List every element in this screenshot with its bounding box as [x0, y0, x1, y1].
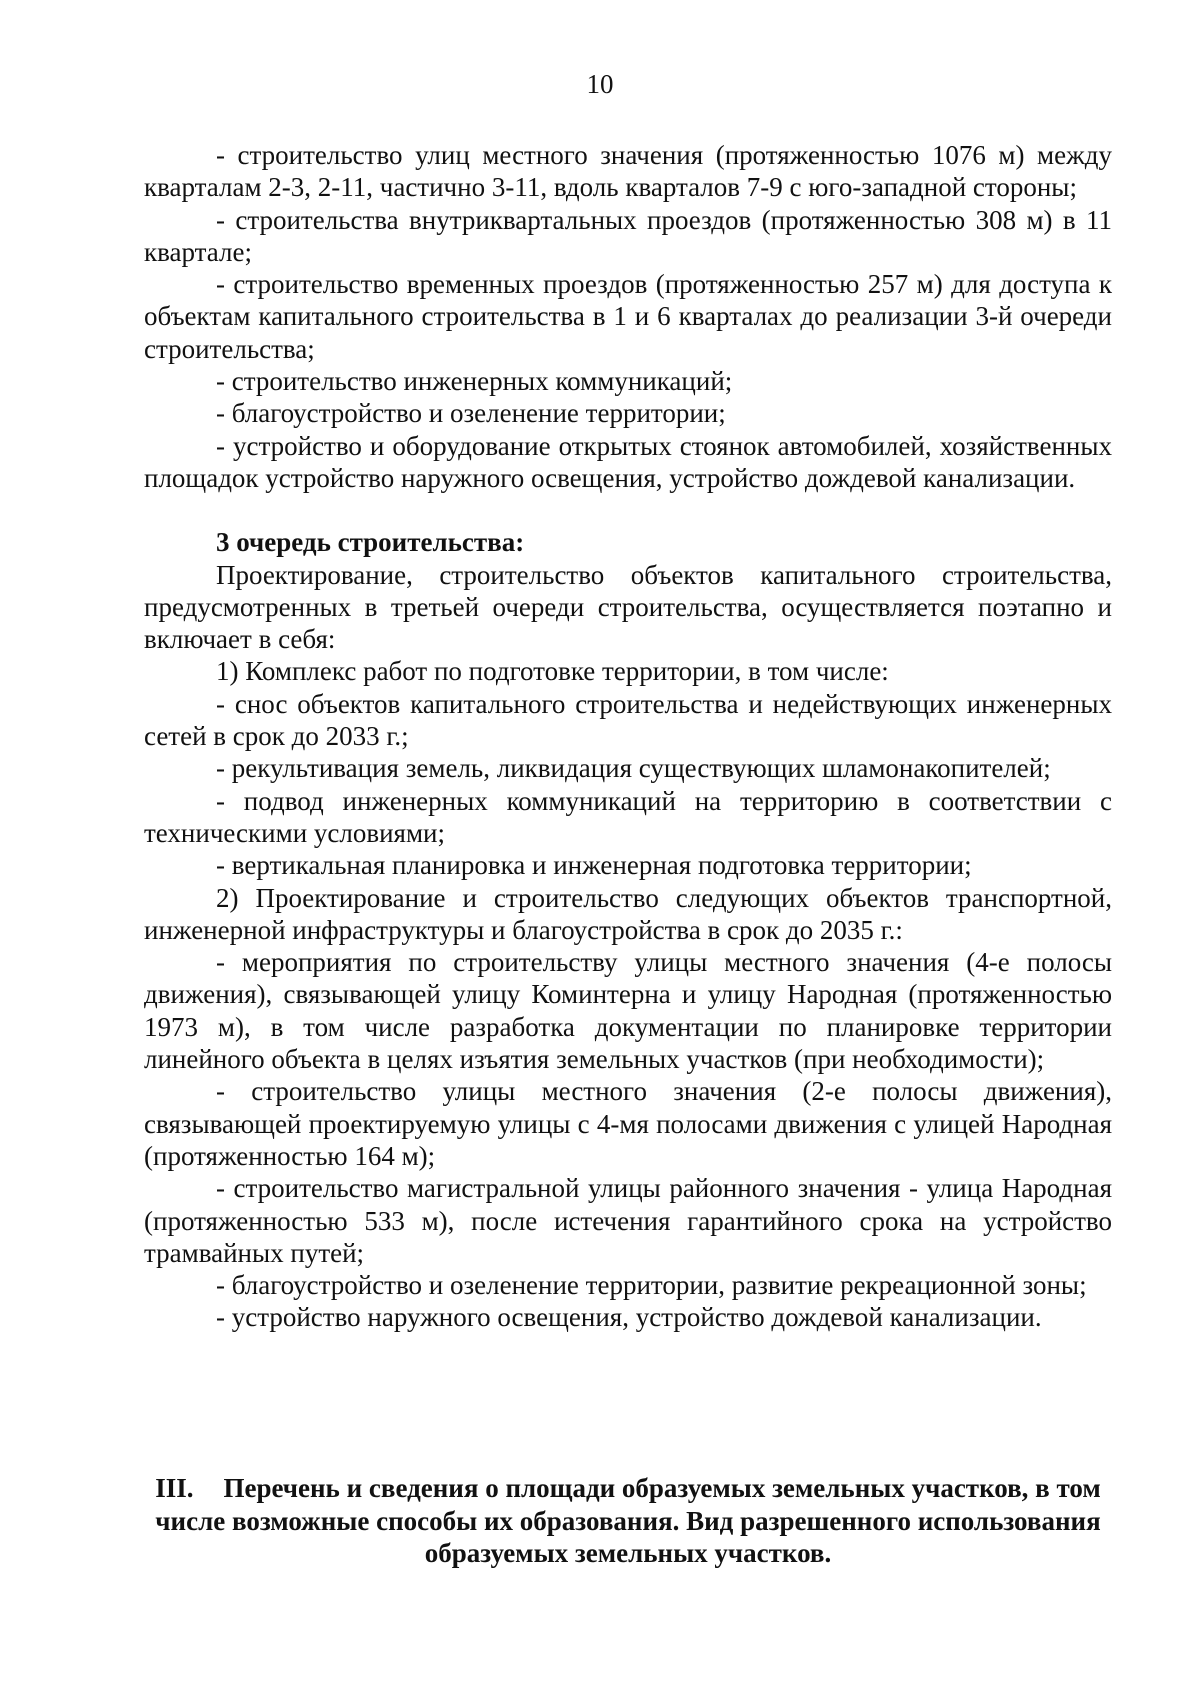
spacer — [144, 494, 1112, 526]
chapter-number: III. — [155, 1473, 194, 1503]
paragraph-stage3-intro: Проектирование, строительство объектов капитального строительства, предусмотренных в третьей очереди строительства, осуществляется поэтапно и включает в себя: — [144, 559, 1112, 655]
paragraph-stage3-demolition: - снос объектов капитального строительства и недействующих инженерных сетей в срок до 2033 г.; — [144, 688, 1112, 752]
paragraph-stage3-lighting: - устройство наружного освещения, устройство дождевой канализации. — [216, 1302, 1042, 1333]
section-heading-stage3: 3 очередь строительства: — [216, 527, 525, 558]
paragraph-stage2-engineering: - строительство инженерных коммуникаций; — [216, 366, 733, 397]
paragraph-stage2-parking: - устройство и оборудование открытых стоянок автомобилей, хозяйственных площадок устройство наружного освещения, устройство дождевой канализации. — [144, 430, 1112, 493]
paragraph-stage2-streets: - строительство улиц местного значения (протяженностью 1076 м) между кварталам 2-3, 2-11, частично 3-11, вдоль кварталов 7-9 с юго-западной стороны; — [144, 140, 1112, 203]
paragraph-stage3-grading: - вертикальная планировка и инженерная подготовка территории; — [216, 850, 972, 881]
paragraph-stage3-street-2lanes: - строительство улицы местного значения (2-е полосы движения), связывающей проектируемую улицы с 4-мя полосами движения с улицей Народная (протяженностью 164 м); — [144, 1076, 1112, 1171]
paragraph-stage2-landscaping: - благоустройство и озеленение территории; — [216, 398, 726, 429]
paragraph-stage2-driveways: - строительства внутриквартальных проездов (протяженностью 308 м) в 11 квартале; — [144, 204, 1112, 267]
paragraph-stage3-recultivation: - рекультивация земель, ликвидация существующих шламонакопителей; — [216, 753, 1051, 784]
page-number: 10 — [586, 69, 614, 99]
paragraph-stage3-landscaping: - благоустройство и озеленение территории, развитие рекреационной зоны; — [216, 1270, 1087, 1301]
chapter-heading — [144, 1472, 1112, 1570]
paragraph-stage2-temporary-roads: - строительство временных проездов (протяженностью 257 м) для доступа к объектам капитального строительства в 1 и 6 кварталах до реализации 3-й очереди строительства; — [144, 269, 1112, 364]
document-body — [144, 139, 1112, 1334]
chapter-title: Перечень и сведения о площади образуемых земельных участков, в том числе возможные способы их образования. Вид разрешенного использования образуемых земельных участков. — [155, 1473, 1101, 1568]
paragraph-stage3-item2: 2) Проектирование и строительство следующих объектов транспортной, инженерной инфраструктуры и благоустройства в срок до 2035 г.: — [144, 882, 1112, 945]
paragraph-stage3-street-4lanes: - мероприятия по строительству улицы местного значения (4-е полосы движения), связывающей улицу Коминтерна и улицу Народная (протяженностью 1973 м), в том числе разработка документации по планировке территории линейного объекта в целях изъятия земельных участков (при необходимости); — [144, 947, 1112, 1075]
paragraph-stage3-arterial: - строительство магистральной улицы районного значения - улица Народная (протяженностью 533 м), после истечения гарантийного срока на устройство трамвайных путей; — [144, 1173, 1112, 1268]
paragraph-stage3-item1: 1) Комплекс работ по подготовке территории, в том числе: — [216, 656, 889, 687]
paragraph-stage3-utilities: - подвод инженерных коммуникаций на территорию в соответствии с техническими условиями; — [144, 785, 1112, 848]
